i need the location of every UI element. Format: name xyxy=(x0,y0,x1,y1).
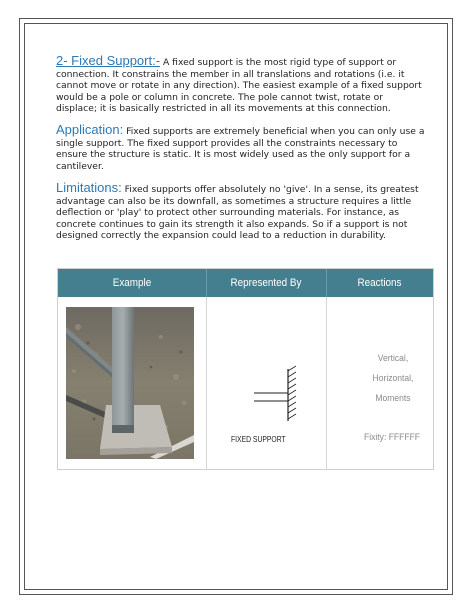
table-header-row xyxy=(58,269,433,297)
header-divider xyxy=(326,269,327,297)
header-example: Example xyxy=(112,277,152,289)
reaction-horizontal: Horizontal, xyxy=(372,373,414,384)
application-body: Fixed supports are extremely beneficial when you can only use a single support. The fixed support provides all the constraints necessary to ensure the structure is static. It is most widely used as the only support for a cantilever. xyxy=(56,126,425,172)
fixed-pole-photo xyxy=(66,307,194,459)
header-represented-by: Represented By xyxy=(230,277,302,289)
fixed-support-heading: 2- Fixed Support:- xyxy=(56,53,161,68)
header-divider xyxy=(206,269,207,297)
reactions-list xyxy=(358,349,428,409)
limitations-paragraph xyxy=(56,182,426,242)
limitations-heading: Limitations: xyxy=(56,180,122,195)
support-table-figure xyxy=(57,268,434,470)
fixed-support-symbol xyxy=(254,365,304,425)
limitations-body: Fixed supports offer absolutely no 'give'. In a sense, its greatest advantage can also be its downfall, as sometimes a structure requires a little deflection or 'play' to protect other surrounding materials. For instance, as concrete continues to gain its strength it also expands. So if a support is not designed correctly the expansion could lead to a reduction in durability. xyxy=(56,184,419,242)
fixed-support-label: FIXED SUPPORT xyxy=(231,435,286,444)
pole-in-concrete-image xyxy=(66,307,194,459)
header-reactions: Reactions xyxy=(357,277,402,289)
column-divider xyxy=(326,269,327,469)
column-divider xyxy=(206,269,207,469)
reaction-moments: Moments xyxy=(375,393,411,404)
fixed-support-paragraph xyxy=(56,55,426,115)
fixity-label: Fixity: FFFFFF xyxy=(364,432,421,443)
application-heading: Application: xyxy=(56,122,124,137)
application-paragraph xyxy=(56,124,426,172)
reaction-vertical: Vertical, xyxy=(377,353,409,364)
fixed-support-body: A fixed support is the most rigid type of support or connection. It constrains the member in all translations and rotations (i.e. it cannot move or rotate in any direction). The easiest example of a fixed support would be a pole or column in concrete. The pole cannot twist, rotate or displace; it is basically restricted in all its movements at this connection. xyxy=(56,57,422,115)
